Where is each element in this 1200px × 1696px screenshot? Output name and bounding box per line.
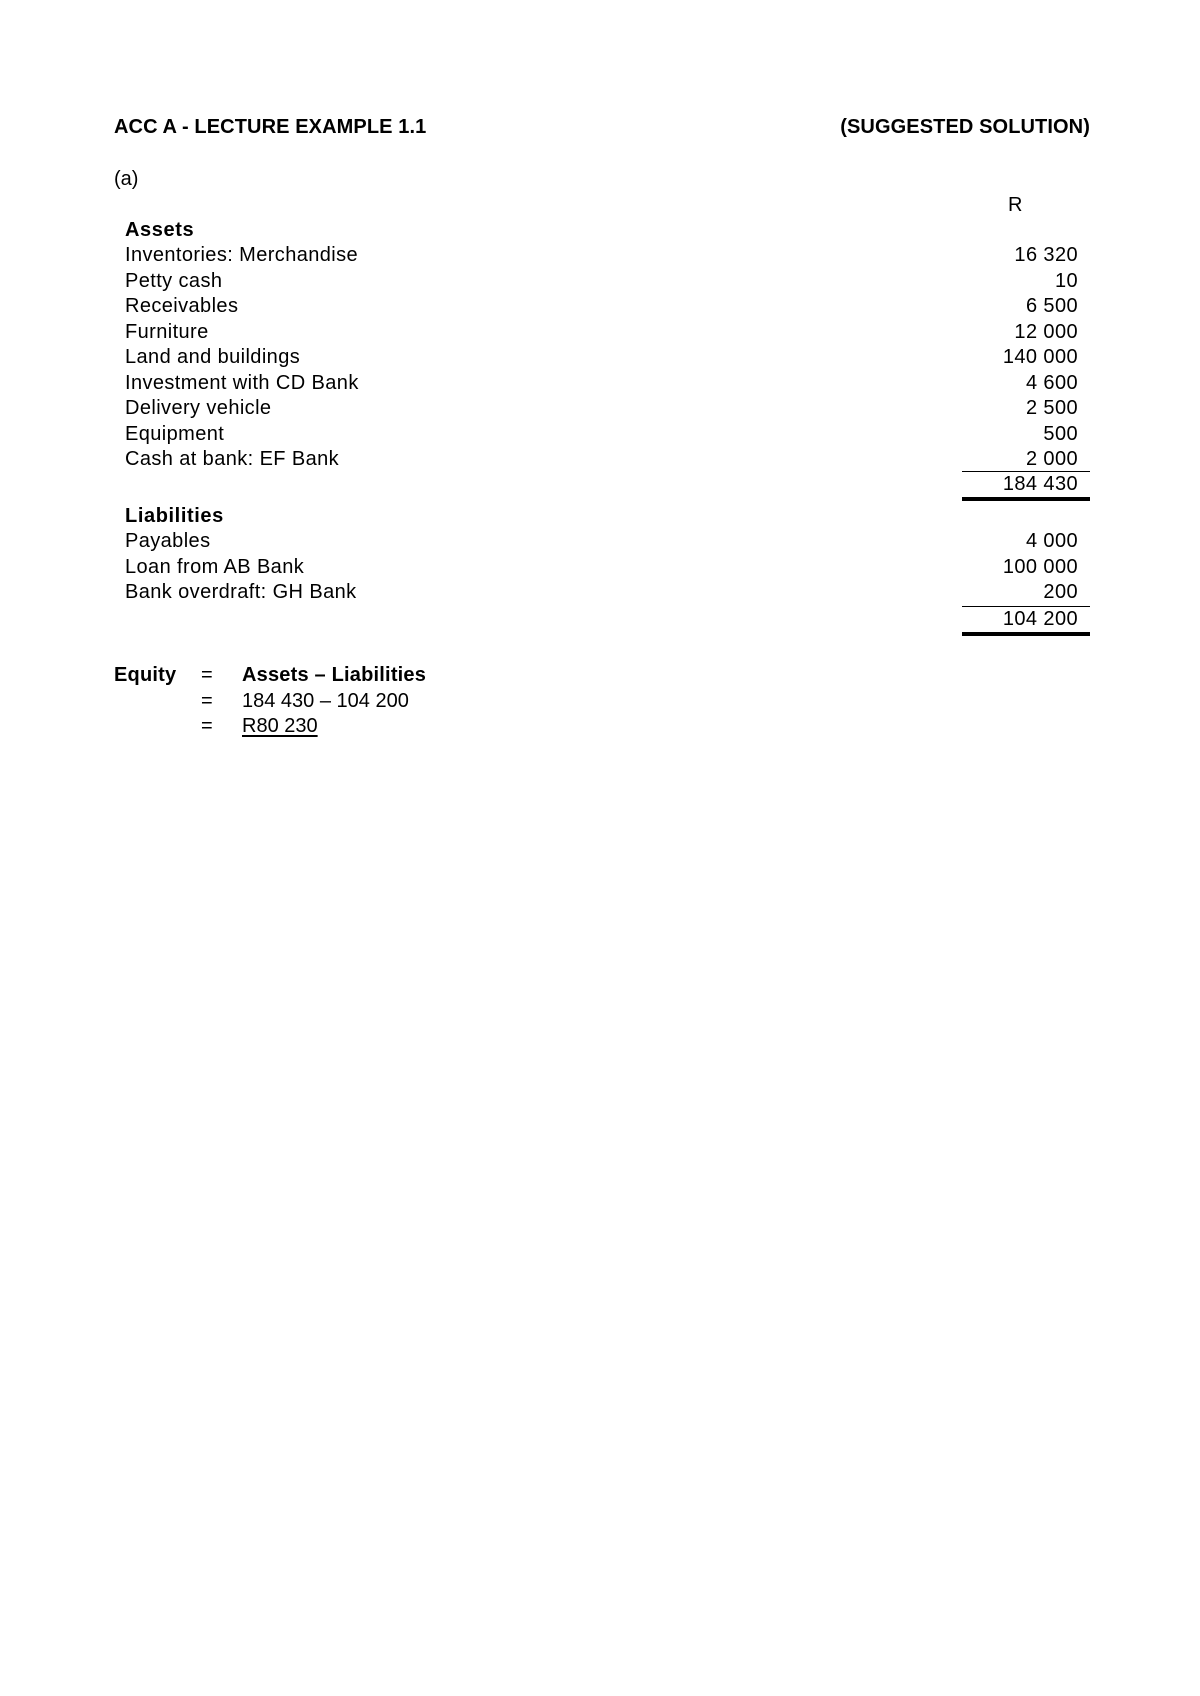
asset-row — [125, 270, 1090, 296]
asset-amount: 2 500 — [1025, 397, 1078, 419]
asset-label: Petty cash — [125, 269, 223, 292]
liability-row — [125, 581, 1090, 607]
equals-sign: = — [201, 664, 213, 686]
asset-row — [125, 244, 1090, 270]
equity-formula: Assets – Liabilities — [242, 664, 427, 686]
assets-heading: Assets — [125, 219, 195, 241]
assets-list — [125, 244, 1090, 474]
asset-label: Land and buildings — [125, 346, 301, 368]
equals-sign: = — [201, 690, 213, 712]
asset-row — [125, 372, 1090, 398]
equity-label: Equity — [114, 664, 177, 686]
liabilities-heading: Liabilities — [125, 505, 224, 527]
asset-label: Delivery vehicle — [125, 397, 272, 419]
part-label: (a) — [114, 168, 139, 190]
liabilities-total-double-rule — [962, 632, 1090, 636]
asset-label: Furniture — [125, 320, 209, 343]
liability-label: Bank overdraft: GH Bank — [125, 581, 357, 603]
assets-total-double-rule — [962, 497, 1090, 501]
asset-amount: 6 500 — [1025, 295, 1078, 317]
liability-amount: 4 000 — [1025, 530, 1078, 552]
solution-label: (SUGGESTED SOLUTION) — [840, 116, 1090, 138]
asset-label: Inventories: Merchandise — [125, 244, 359, 266]
liability-row — [125, 556, 1090, 582]
liabilities-subtotal-rule — [962, 606, 1090, 607]
liabilities-list — [125, 530, 1090, 607]
liability-amount: 100 000 — [1002, 555, 1078, 578]
asset-amount: 500 — [1043, 422, 1078, 445]
asset-row — [125, 295, 1090, 321]
liability-label: Payables — [125, 530, 211, 552]
asset-amount: 10 — [1054, 269, 1078, 292]
equals-sign: = — [201, 715, 213, 737]
asset-label: Cash at bank: EF Bank — [125, 448, 340, 470]
assets-total: 184 430 — [1002, 473, 1078, 495]
asset-row — [125, 423, 1090, 449]
equity-calculation: 184 430 – 104 200 — [242, 690, 409, 712]
assets-subtotal-rule — [962, 471, 1090, 472]
asset-amount: 140 000 — [1002, 346, 1078, 368]
asset-amount: 12 000 — [1014, 320, 1078, 343]
liability-label: Loan from AB Bank — [125, 555, 305, 578]
asset-row — [125, 321, 1090, 347]
asset-label: Receivables — [125, 295, 239, 317]
currency-label: R — [1008, 194, 1023, 216]
asset-amount: 16 320 — [1014, 244, 1078, 266]
asset-row — [125, 448, 1090, 474]
liability-row — [125, 530, 1090, 556]
asset-row — [125, 397, 1090, 423]
equity-result: R80 230 — [242, 715, 318, 737]
asset-label: Equipment — [125, 422, 225, 445]
asset-label: Investment with CD Bank — [125, 371, 359, 394]
asset-row — [125, 346, 1090, 372]
asset-amount: 2 000 — [1025, 448, 1078, 470]
liability-amount: 200 — [1043, 581, 1078, 603]
asset-amount: 4 600 — [1025, 371, 1078, 394]
document-title: ACC A - LECTURE EXAMPLE 1.1 — [114, 116, 427, 138]
liabilities-total: 104 200 — [1002, 608, 1078, 630]
